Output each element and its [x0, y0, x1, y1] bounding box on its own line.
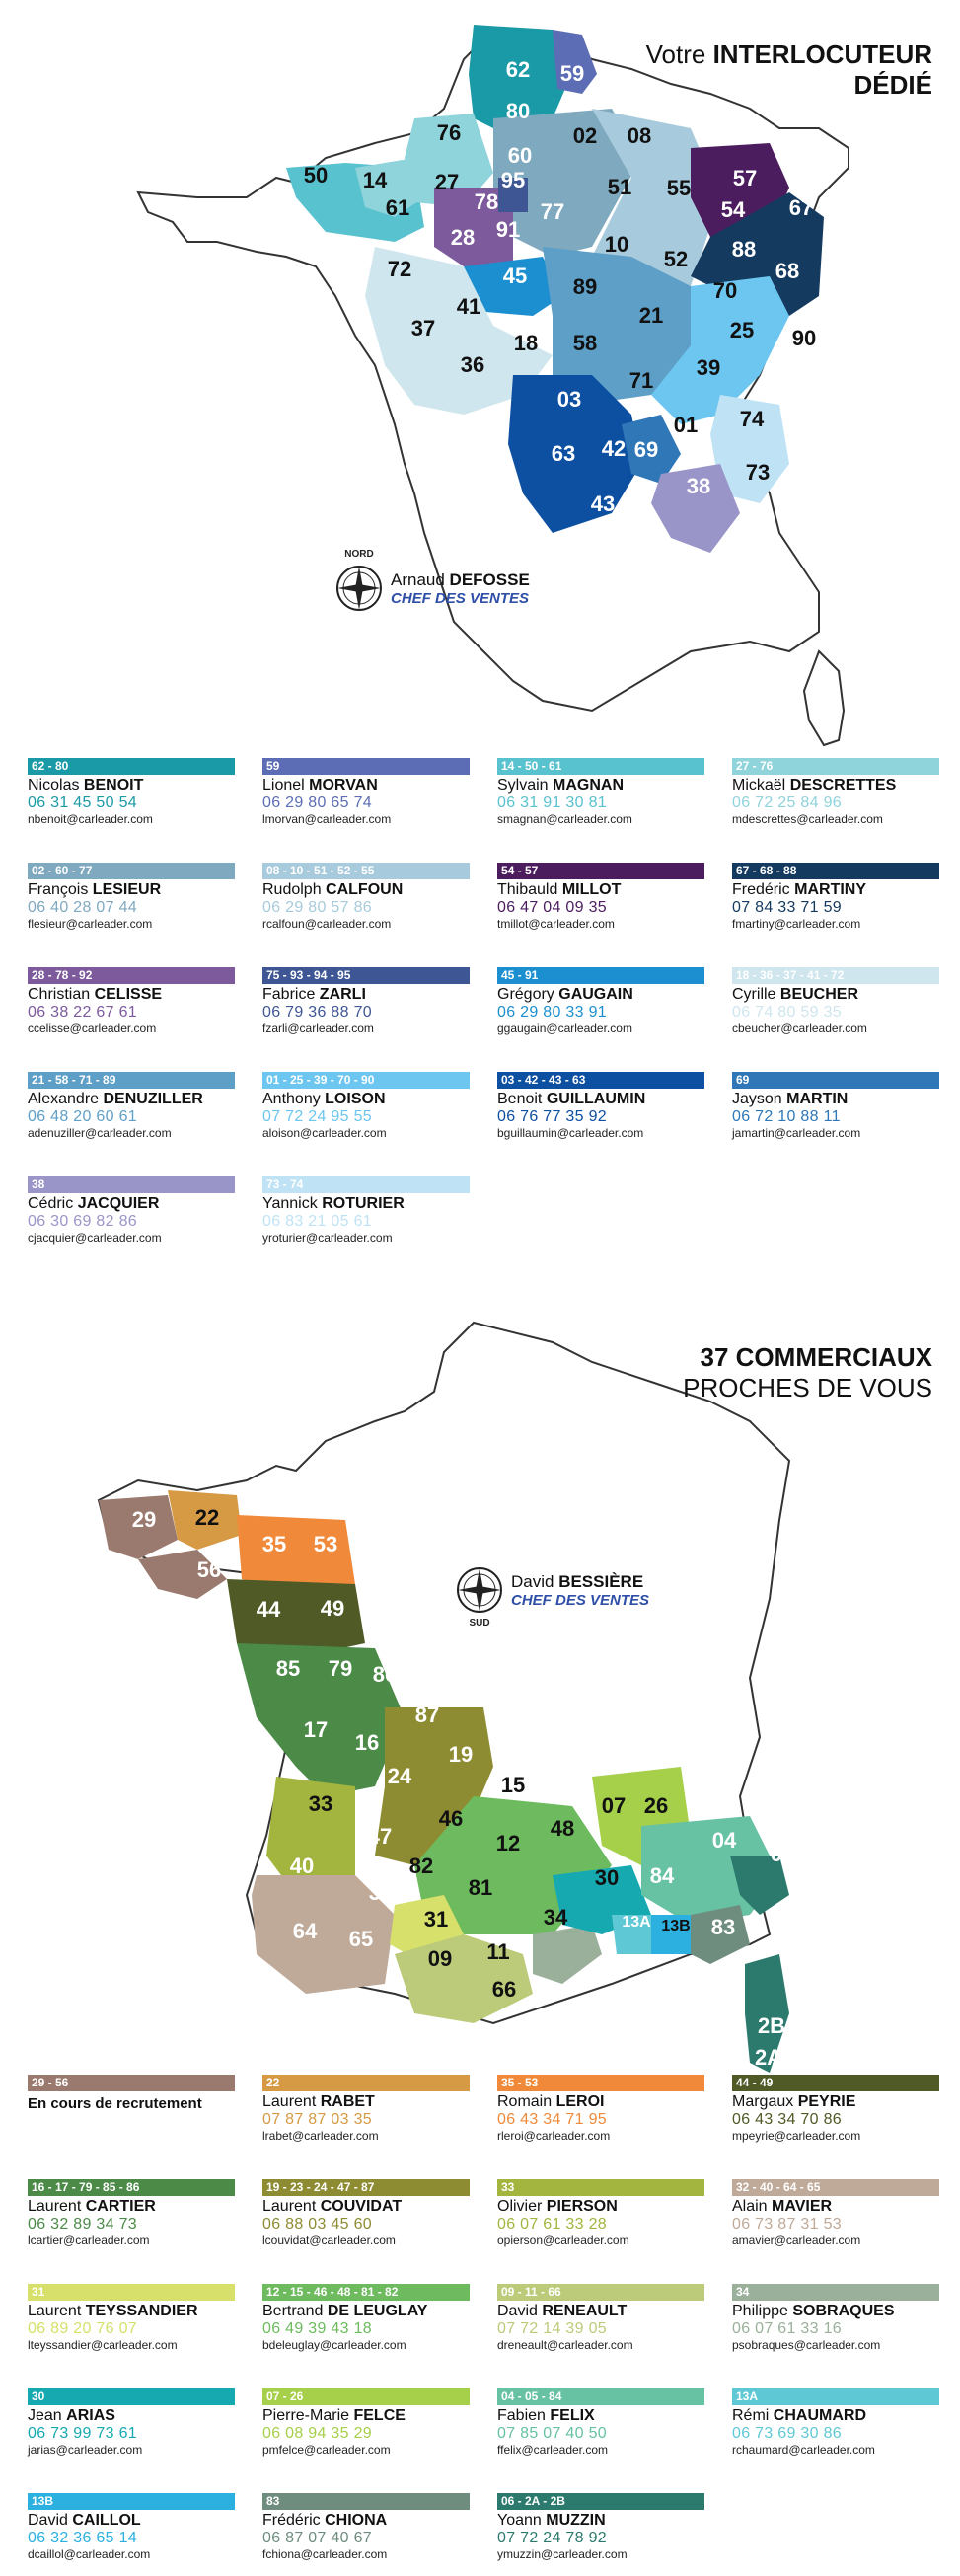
contact-card: [497, 2284, 704, 2352]
card-phone[interactable]: 06 30 69 82 86: [28, 1213, 137, 1230]
card-dept-bar: 33: [497, 2179, 704, 2196]
dept-label-18: 18: [513, 331, 539, 355]
dept-label-53: 53: [313, 1532, 338, 1556]
card-phone[interactable]: 06 73 87 31 53: [732, 2216, 842, 2233]
dept-label-90: 90: [791, 326, 817, 350]
contact-card: [497, 967, 704, 1035]
dept-label-44: 44: [256, 1597, 281, 1622]
card-phone[interactable]: 06 07 61 33 16: [732, 2320, 842, 2337]
dept-label-60: 60: [507, 143, 533, 168]
card-phone[interactable]: 06 73 69 30 86: [732, 2425, 842, 2442]
dept-label-17: 17: [303, 1717, 329, 1742]
card-contact-name: Benoit GUILLAUMIN: [497, 1091, 646, 1107]
card-contact-name: Alexandre DENUZILLER: [28, 1091, 203, 1107]
dept-label-66: 66: [491, 1977, 517, 2002]
dept-label-07: 07: [601, 1793, 627, 1818]
card-contact-name: Philippe SOBRAQUES: [732, 2303, 895, 2319]
compass-icon: [333, 549, 385, 614]
dept-label-86: 86: [372, 1662, 398, 1687]
dept-label-37: 37: [410, 316, 436, 341]
card-phone[interactable]: 07 85 07 40 50: [497, 2425, 607, 2442]
dept-label-30: 30: [594, 1865, 620, 1890]
contact-card: [262, 1176, 470, 1245]
card-phone[interactable]: 06 43 34 71 95: [497, 2111, 607, 2128]
card-contact-name: Fredéric MARTINY: [732, 881, 867, 898]
north-heading-bold: INTERLOCUTEUR: [712, 39, 932, 69]
card-email[interactable]: lcouvidat@carleader.com: [262, 2234, 396, 2247]
dept-label-41: 41: [456, 294, 481, 319]
dept-label-27: 27: [434, 170, 460, 194]
card-phone[interactable]: 06 89 20 76 07: [28, 2320, 137, 2337]
card-phone[interactable]: 07 72 14 39 05: [497, 2320, 607, 2337]
contact-card: [262, 863, 470, 931]
card-phone[interactable]: 06 72 25 84 96: [732, 795, 842, 811]
contact-card: [28, 2493, 235, 2561]
card-email[interactable]: lmorvan@carleader.com: [262, 812, 392, 826]
contact-card: [732, 2284, 939, 2352]
card-phone[interactable]: 06 48 20 60 61: [28, 1108, 137, 1125]
card-dept-bar: 35 - 53: [497, 2075, 704, 2091]
dept-label-13B: 13B: [661, 1918, 691, 1934]
card-phone[interactable]: 06 31 45 50 54: [28, 795, 137, 811]
card-contact-name: David CAILLOL: [28, 2512, 141, 2529]
card-phone[interactable]: 06 31 91 30 81: [497, 795, 607, 811]
dept-label-55: 55: [666, 176, 692, 200]
dept-label-31: 31: [423, 1907, 449, 1932]
card-dept-bar: 13A: [732, 2388, 939, 2405]
card-email[interactable]: ggaugain@carleader.com: [497, 1022, 632, 1035]
dept-label-16: 16: [354, 1730, 380, 1755]
card-phone[interactable]: 06 07 61 33 28: [497, 2216, 607, 2233]
card-phone[interactable]: 06 43 34 70 86: [732, 2111, 842, 2128]
card-dept-bar: 29 - 56: [28, 2075, 235, 2091]
card-email[interactable]: ymuzzin@carleader.com: [497, 2547, 628, 2561]
dept-label-25: 25: [729, 318, 755, 342]
card-dept-bar: 75 - 93 - 94 - 95: [262, 967, 470, 984]
dept-label-85: 85: [275, 1656, 301, 1681]
card-phone[interactable]: 07 84 33 71 59: [732, 899, 842, 916]
card-email[interactable]: ccelisse@carleader.com: [28, 1022, 157, 1035]
card-email[interactable]: mdescrettes@carleader.com: [732, 812, 883, 826]
card-phone[interactable]: 06 38 22 67 61: [28, 1004, 137, 1021]
card-dept-bar: 62 - 80: [28, 758, 235, 775]
dept-label-70: 70: [712, 278, 738, 303]
contact-card: [28, 2284, 235, 2352]
contact-card: [262, 2493, 470, 2561]
dept-label-28: 28: [450, 225, 476, 250]
dept-label-34: 34: [543, 1905, 568, 1930]
dept-label-19: 19: [448, 1742, 474, 1767]
card-dept-bar: 83: [262, 2493, 470, 2510]
card-dept-bar: 34: [732, 2284, 939, 2301]
card-dept-bar: 06 - 2A - 2B: [497, 2493, 704, 2510]
card-contact-name: Margaux PEYRIE: [732, 2093, 856, 2110]
contact-card: [262, 2284, 470, 2352]
contact-card: [497, 2179, 704, 2247]
dept-label-03: 03: [556, 387, 582, 412]
dept-label-51: 51: [607, 175, 632, 199]
contact-card: [732, 2388, 939, 2457]
contact-card: [262, 2388, 470, 2457]
card-contact-name: Olivier PIERSON: [497, 2198, 618, 2215]
north-france-map: [0, 0, 960, 750]
north-heading-line2: DÉDIÉ: [853, 70, 932, 101]
dept-label-14: 14: [362, 168, 388, 192]
card-contact-name: Yoann MUZZIN: [497, 2512, 606, 2529]
card-phone[interactable]: 06 83 21 05 61: [262, 1213, 372, 1230]
dept-label-2B: 2B: [757, 2013, 786, 2038]
dept-label-83: 83: [710, 1915, 736, 1939]
compass-label: SUD: [469, 1618, 490, 1629]
card-phone[interactable]: 06 32 89 34 73: [28, 2216, 137, 2233]
card-email[interactable]: adenuziller@carleader.com: [28, 1126, 172, 1140]
card-dept-bar: 01 - 25 - 39 - 70 - 90: [262, 1072, 470, 1089]
dept-label-02: 02: [572, 123, 598, 148]
card-phone[interactable]: 06 87 07 40 67: [262, 2530, 372, 2546]
dept-label-89: 89: [572, 274, 598, 299]
dept-label-22: 22: [194, 1505, 220, 1530]
card-dept-bar: 73 - 74: [262, 1176, 470, 1193]
card-recruiting-note: En cours de recrutement: [28, 2095, 202, 2112]
card-phone[interactable]: 06 32 36 65 14: [28, 2530, 137, 2546]
contact-card: [28, 863, 235, 931]
card-email[interactable]: pmfelce@carleader.com: [262, 2443, 391, 2457]
card-email[interactable]: smagnan@carleader.com: [497, 812, 632, 826]
card-email[interactable]: lcartier@carleader.com: [28, 2234, 150, 2247]
card-dept-bar: 69: [732, 1072, 939, 1089]
dept-label-64: 64: [292, 1919, 318, 1943]
card-dept-bar: 16 - 17 - 79 - 85 - 86: [28, 2179, 235, 2196]
card-dept-bar: 12 - 15 - 46 - 48 - 81 - 82: [262, 2284, 470, 2301]
card-dept-bar: 27 - 76: [732, 758, 939, 775]
dept-label-13A: 13A: [622, 1914, 651, 1931]
north-chief: [333, 549, 530, 614]
card-contact-name: Laurent TEYSSANDIER: [28, 2303, 198, 2319]
card-dept-bar: 21 - 58 - 71 - 89: [28, 1072, 235, 1089]
dept-label-76: 76: [436, 120, 462, 145]
dept-label-69: 69: [633, 437, 659, 462]
card-phone[interactable]: 06 29 80 65 74: [262, 795, 372, 811]
dept-label-01: 01: [673, 413, 699, 437]
contact-card: [732, 967, 939, 1035]
south-chief-name: David BESSIÈRE: [511, 1571, 644, 1591]
dept-label-09: 09: [427, 1946, 453, 1971]
contact-card: [732, 2075, 939, 2143]
dept-label-12: 12: [495, 1831, 521, 1856]
south-heading-line2: PROCHES DE VOUS: [683, 1373, 932, 1403]
card-dept-bar: 28 - 78 - 92: [28, 967, 235, 984]
card-contact-name: Lionel MORVAN: [262, 777, 378, 794]
contact-card: [497, 863, 704, 931]
dept-label-82: 82: [408, 1854, 434, 1878]
card-contact-name: Laurent CARTIER: [28, 2198, 156, 2215]
dept-label-49: 49: [320, 1596, 345, 1621]
south-heading: [683, 1342, 932, 1403]
contact-card: [28, 2075, 235, 2112]
dept-label-56: 56: [196, 1557, 222, 1582]
card-email[interactable]: fmartiny@carleader.com: [732, 917, 861, 931]
dept-label-23: 23: [461, 1675, 486, 1700]
card-dept-bar: 22: [262, 2075, 470, 2091]
dept-label-2A: 2A: [754, 2045, 783, 2070]
card-contact-name: Rémi CHAUMARD: [732, 2407, 866, 2424]
card-contact-name: Grégory GAUGAIN: [497, 986, 633, 1003]
dept-label-32: 32: [368, 1880, 394, 1905]
dept-label-06: 06: [770, 1842, 795, 1866]
card-email[interactable]: rchaumard@carleader.com: [732, 2443, 875, 2457]
card-dept-bar: 30: [28, 2388, 235, 2405]
card-contact-name: Rudolph CALFOUN: [262, 881, 404, 898]
card-email[interactable]: nbenoit@carleader.com: [28, 812, 153, 826]
dept-label-88: 88: [731, 237, 757, 262]
dept-label-33: 33: [308, 1791, 333, 1816]
dept-label-57: 57: [732, 166, 758, 190]
dept-label-38: 38: [686, 474, 711, 498]
card-dept-bar: 44 - 49: [732, 2075, 939, 2091]
card-email[interactable]: bguillaumin@carleader.com: [497, 1126, 644, 1140]
card-contact-name: Mickaël DESCRETTES: [732, 777, 897, 794]
card-contact-name: Jayson MARTIN: [732, 1091, 849, 1107]
dept-label-42: 42: [601, 436, 627, 461]
card-phone[interactable]: 06 29 80 33 91: [497, 1004, 607, 1021]
compass-label: NORD: [344, 549, 374, 560]
card-phone[interactable]: 06 29 80 57 86: [262, 899, 372, 916]
contact-card: [28, 758, 235, 826]
card-contact-name: Christian CELISSE: [28, 986, 163, 1003]
dept-label-71: 71: [628, 368, 654, 393]
north-chief-name: Arnaud DEFOSSE: [391, 569, 530, 589]
card-dept-bar: 07 - 26: [262, 2388, 470, 2405]
dept-label-47: 47: [367, 1824, 393, 1849]
card-dept-bar: 18 - 36 - 37 - 41 - 72: [732, 967, 939, 984]
dept-label-59: 59: [559, 61, 585, 86]
card-dept-bar: 19 - 23 - 24 - 47 - 87: [262, 2179, 470, 2196]
card-email[interactable]: yroturier@carleader.com: [262, 1231, 393, 1245]
card-email[interactable]: opierson@carleader.com: [497, 2234, 629, 2247]
dept-label-39: 39: [696, 355, 721, 380]
contact-card: [28, 2179, 235, 2247]
contact-card: [497, 2075, 704, 2143]
dept-label-67: 67: [788, 195, 814, 220]
card-email[interactable]: bdeleuglay@carleader.com: [262, 2338, 406, 2352]
north-heading-pre: Votre: [645, 39, 713, 69]
dept-label-05: 05: [710, 1789, 736, 1814]
contact-card: [262, 2075, 470, 2143]
card-dept-bar: 67 - 68 - 88: [732, 863, 939, 879]
card-email[interactable]: fchiona@carleader.com: [262, 2547, 388, 2561]
dept-label-62: 62: [505, 57, 531, 82]
card-contact-name: Thibauld MILLOT: [497, 881, 622, 898]
card-contact-name: Anthony LOISON: [262, 1091, 386, 1107]
south-heading-bold: 37 COMMERCIAUX: [700, 1342, 932, 1372]
dept-label-08: 08: [627, 123, 652, 148]
card-phone[interactable]: 07 87 87 03 35: [262, 2111, 372, 2128]
south-chief-role: CHEF DES VENTES: [511, 1591, 650, 1609]
card-contact-name: Pierre-Marie FELCE: [262, 2407, 406, 2424]
contact-card: [262, 758, 470, 826]
card-email[interactable]: fzarli@carleader.com: [262, 1022, 374, 1035]
dept-label-15: 15: [500, 1773, 526, 1797]
card-email[interactable]: lrabet@carleader.com: [262, 2129, 379, 2143]
card-contact-name: Cédric JACQUIER: [28, 1195, 160, 1212]
contact-card: [262, 967, 470, 1035]
card-dept-bar: 32 - 40 - 64 - 65: [732, 2179, 939, 2196]
dept-label-26: 26: [643, 1793, 669, 1818]
card-contact-name: Sylvain MAGNAN: [497, 777, 625, 794]
contact-card: [262, 2179, 470, 2247]
card-email[interactable]: cjacquier@carleader.com: [28, 1231, 162, 1245]
card-dept-bar: 08 - 10 - 51 - 52 - 55: [262, 863, 470, 879]
south-chief: [454, 1564, 650, 1629]
dept-label-84: 84: [649, 1863, 675, 1888]
card-email[interactable]: dcaillol@carleader.com: [28, 2547, 151, 2561]
card-email[interactable]: dreneault@carleader.com: [497, 2338, 633, 2352]
card-phone[interactable]: 06 08 94 35 29: [262, 2425, 372, 2442]
contact-card: [28, 2388, 235, 2457]
card-email[interactable]: tmillot@carleader.com: [497, 917, 615, 931]
contact-card: [732, 1072, 939, 1140]
contact-card: [497, 2388, 704, 2457]
dept-label-68: 68: [775, 259, 800, 283]
dept-label-40: 40: [289, 1854, 315, 1878]
dept-label-50: 50: [303, 163, 329, 188]
card-contact-name: Yannick ROTURIER: [262, 1195, 405, 1212]
card-dept-bar: 54 - 57: [497, 863, 704, 879]
card-dept-bar: 14 - 50 - 61: [497, 758, 704, 775]
card-phone[interactable]: 06 74 80 59 35: [732, 1004, 842, 1021]
dept-label-43: 43: [590, 492, 616, 516]
compass-icon: [454, 1564, 505, 1629]
card-email[interactable]: jarias@carleader.com: [28, 2443, 143, 2457]
dept-label-95: 95: [500, 168, 526, 192]
dept-label-73: 73: [745, 460, 771, 485]
contact-card: [732, 758, 939, 826]
card-email[interactable]: mpeyrie@carleader.com: [732, 2129, 861, 2143]
dept-label-54: 54: [720, 197, 746, 222]
card-phone[interactable]: 06 73 99 73 61: [28, 2425, 137, 2442]
card-email[interactable]: cbeucher@carleader.com: [732, 1022, 867, 1035]
dept-label-48: 48: [550, 1816, 575, 1841]
card-contact-name: Nicolas BENOIT: [28, 777, 144, 794]
north-heading: [646, 39, 932, 101]
card-dept-bar: 02 - 60 - 77: [28, 863, 235, 879]
dept-label-24: 24: [387, 1764, 412, 1788]
card-phone[interactable]: 06 88 03 45 60: [262, 2216, 372, 2233]
dept-label-21: 21: [638, 303, 664, 328]
dept-label-65: 65: [348, 1927, 374, 1951]
card-contact-name: Fabien FELIX: [497, 2407, 595, 2424]
card-email[interactable]: amavier@carleader.com: [732, 2234, 861, 2247]
south-section: [0, 1303, 960, 2576]
dept-label-87: 87: [414, 1703, 440, 1727]
card-phone[interactable]: 07 72 24 78 92: [497, 2530, 607, 2546]
contact-card: [28, 1176, 235, 1245]
corsica-outline: [804, 651, 844, 745]
card-email[interactable]: psobraques@carleader.com: [732, 2338, 881, 2352]
card-contact-name: Cyrille BEUCHER: [732, 986, 859, 1003]
contact-card: [28, 1072, 235, 1140]
dept-label-79: 79: [328, 1656, 353, 1681]
dept-label-52: 52: [663, 247, 689, 271]
north-chief-role: CHEF DES VENTES: [391, 589, 530, 607]
card-email[interactable]: flesieur@carleader.com: [28, 917, 153, 931]
card-contact-name: Romain LEROI: [497, 2093, 605, 2110]
card-contact-name: Fabrice ZARLI: [262, 986, 366, 1003]
dept-label-10: 10: [604, 232, 629, 257]
card-contact-name: Laurent RABET: [262, 2093, 375, 2110]
dept-label-35: 35: [261, 1532, 287, 1556]
card-email[interactable]: rcalfoun@carleader.com: [262, 917, 392, 931]
card-phone[interactable]: 06 72 10 88 11: [732, 1108, 841, 1125]
card-dept-bar: 03 - 42 - 43 - 63: [497, 1072, 704, 1089]
card-dept-bar: 45 - 91: [497, 967, 704, 984]
dept-label-78: 78: [474, 189, 499, 214]
dept-label-36: 36: [460, 352, 485, 377]
contact-card: [28, 967, 235, 1035]
dept-label-77: 77: [540, 199, 565, 224]
card-phone[interactable]: 06 40 28 07 44: [28, 899, 137, 916]
card-contact-name: Laurent COUVIDAT: [262, 2198, 403, 2215]
card-dept-bar: 59: [262, 758, 470, 775]
dept-label-11: 11: [486, 1939, 510, 1964]
dept-label-81: 81: [468, 1875, 493, 1900]
card-phone[interactable]: 07 72 24 95 55: [262, 1108, 372, 1125]
card-dept-bar: 13B: [28, 2493, 235, 2510]
contact-card: [497, 1072, 704, 1140]
card-phone[interactable]: 06 49 39 43 18: [262, 2320, 372, 2337]
card-dept-bar: 38: [28, 1176, 235, 1193]
north-zones: [286, 25, 824, 553]
card-contact-name: Jean ARIAS: [28, 2407, 115, 2424]
card-email[interactable]: aloison@carleader.com: [262, 1126, 387, 1140]
card-email[interactable]: jamartin@carleader.com: [732, 1126, 861, 1140]
card-phone[interactable]: 06 76 77 35 92: [497, 1108, 607, 1125]
dept-label-29: 29: [131, 1507, 157, 1532]
dept-label-61: 61: [385, 195, 410, 220]
dept-label-80: 80: [505, 99, 531, 123]
contact-card: [262, 1072, 470, 1140]
card-contact-name: Bertrand DE LEUGLAY: [262, 2303, 428, 2319]
card-dept-bar: 31: [28, 2284, 235, 2301]
south-france-map: [0, 1303, 960, 2073]
card-contact-name: François LESIEUR: [28, 881, 162, 898]
dept-label-91: 91: [495, 217, 521, 242]
contact-card: [497, 2493, 704, 2561]
card-email[interactable]: lteyssandier@carleader.com: [28, 2338, 178, 2352]
card-dept-bar: 09 - 11 - 66: [497, 2284, 704, 2301]
card-dept-bar: 04 - 05 - 84: [497, 2388, 704, 2405]
card-email[interactable]: rleroi@carleader.com: [497, 2129, 611, 2143]
dept-label-45: 45: [502, 264, 528, 288]
card-contact-name: Frédéric CHIONA: [262, 2512, 388, 2529]
contact-card: [732, 2179, 939, 2247]
contact-card: [732, 863, 939, 931]
dept-label-58: 58: [572, 331, 598, 355]
card-email[interactable]: ffelix@carleader.com: [497, 2443, 609, 2457]
dept-label-46: 46: [438, 1806, 464, 1831]
dept-label-74: 74: [739, 407, 765, 431]
dept-label-04: 04: [711, 1828, 737, 1853]
card-contact-name: David RENEAULT: [497, 2303, 628, 2319]
contact-card: [497, 758, 704, 826]
card-contact-name: Alain MAVIER: [732, 2198, 833, 2215]
card-phone[interactable]: 06 47 04 09 35: [497, 899, 607, 916]
dept-label-63: 63: [551, 441, 576, 466]
card-phone[interactable]: 06 79 36 88 70: [262, 1004, 372, 1021]
dept-label-72: 72: [387, 257, 412, 281]
